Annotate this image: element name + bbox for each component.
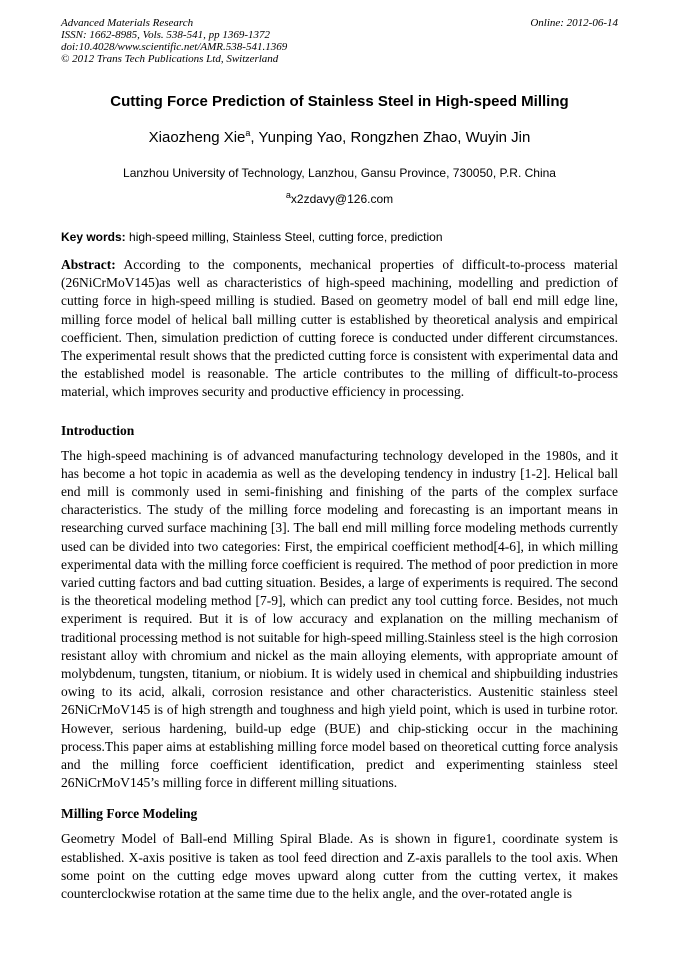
abstract-label: Abstract: [61,257,116,272]
author-first: Xiaozheng Xie [148,129,246,146]
email-address: x2zdavy@126.com [290,192,394,206]
author-first-affiliation-mark: a [245,128,251,138]
abstract-text: According to the components, mechanical properties of difficult-to-process material (26NiCrMoV145)as well as characteristics of high-speed machining, modelling and prediction of cutting force in high-speed milling is studied. Based on geometry model of ball end mill edge line, milling force model of helical ball milling cutter is established by theoretical analysis and empirical coefficient. Then, simulation prediction of cutting forece is conducted under different circumstances. The experimental result shows that the predicted cutting force is consistent with experimental data and the established model is reasonable. The article contributes to the milling of difficult-to-process material, which improves security and productive efficiency in processing. [61,257,618,400]
authors-line [61,129,618,147]
journal-copyright: © 2012 Trans Tech Publications Ltd, Switzerland [61,53,279,65]
abstract [61,256,618,402]
section-introduction-body: The high-speed machining is of advanced manufacturing technology developed in the 1980s, and it has become a hot topic in academia as well as the developing tendency in industry [1-2]. Helical ball end mill is commonly used in semi-finishing and finishing of the parts of the complex surface characteristics. The study of the milling force modeling and forecasting is an important means in researching curved surface machining [3]. The ball end mill milling force modeling methods currently used can be divided into two categories: First, the empirical coefficient method[4-6], in which milling experimental data with the milling force coefficient is required. The method of poor prediction in more varied cutting factors and bad cutting situation. Besides, a large of experiments is required. The second is the theoretical modeling method [7-9], which can predict any tool cutting force. Besides, not much experiment is required. But it is of low accuracy and explanation on the milling mechanism of traditional processing method is not suitable for high-speed milling.Stainless steel is the high corrosion resistant alloy with chromium and nickel as the main alloying elements, with appropriate amount of molybdenum, tungsten, titanium, or niobium. It is widely used in chemical and shipbuilding industries owing to its acid, alkali, corrosion resistance and other characteristics. Austenitic stainless steel 26NiCrMoV145 is of high strength and toughness and high yield point, which is used in turbine rotor. However, serious hardening, build-up edge (BUE) and chip-sticking occur in the machining process.This paper aims at establishing milling force model based on theoretical cutting force analysis and the milling force coefficient identification, predict and experimenting stainless steel 26NiCrMoV145’s milling force in different milling situations. [61,447,618,791]
keywords-text: high-speed milling, Stainless Steel, cutting force, prediction [129,230,443,244]
journal-issn: ISSN: 1662-8985, Vols. 538-541, pp 1369-1372 [61,29,270,41]
email-affiliation-mark: a [285,190,291,200]
online-date: Online: 2012-06-14 [530,17,618,29]
keywords-line [61,230,618,245]
section-milling-force-modeling [61,805,618,903]
authors-rest: , Yunping Yao, Rongzhen Zhao, Wuyin Jin [250,129,531,146]
journal-doi: doi:10.4028/www.scientific.net/AMR.538-541.1369 [61,41,288,53]
keywords-label: Key words: [61,230,126,244]
journal-name: Advanced Materials Research [61,17,194,29]
journal-header [61,17,618,65]
section-introduction [61,422,618,793]
journal-header-row [61,17,618,29]
section-milling-body: Geometry Model of Ball-end Milling Spiral Blade. As is shown in figure1, coordinate system is established. X-axis positive is taken as tool feed direction and Z-axis parallels to the tool axis. When some point on the cutting edge moves upward along cutter from the cutting vertex, it makes counterclockwise rotation at the same time due to the helix angle, and the over-rotated angle is [61,831,618,902]
section-introduction-heading: Introduction [61,422,135,438]
section-milling-heading: Milling Force Modeling [61,806,198,822]
paper-title: Cutting Force Prediction of Stainless Steel in High-speed Milling [110,93,569,110]
email-line [61,192,618,206]
affiliation: Lanzhou University of Technology, Lanzhou, Gansu Province, 730050, P.R. China [123,166,556,180]
